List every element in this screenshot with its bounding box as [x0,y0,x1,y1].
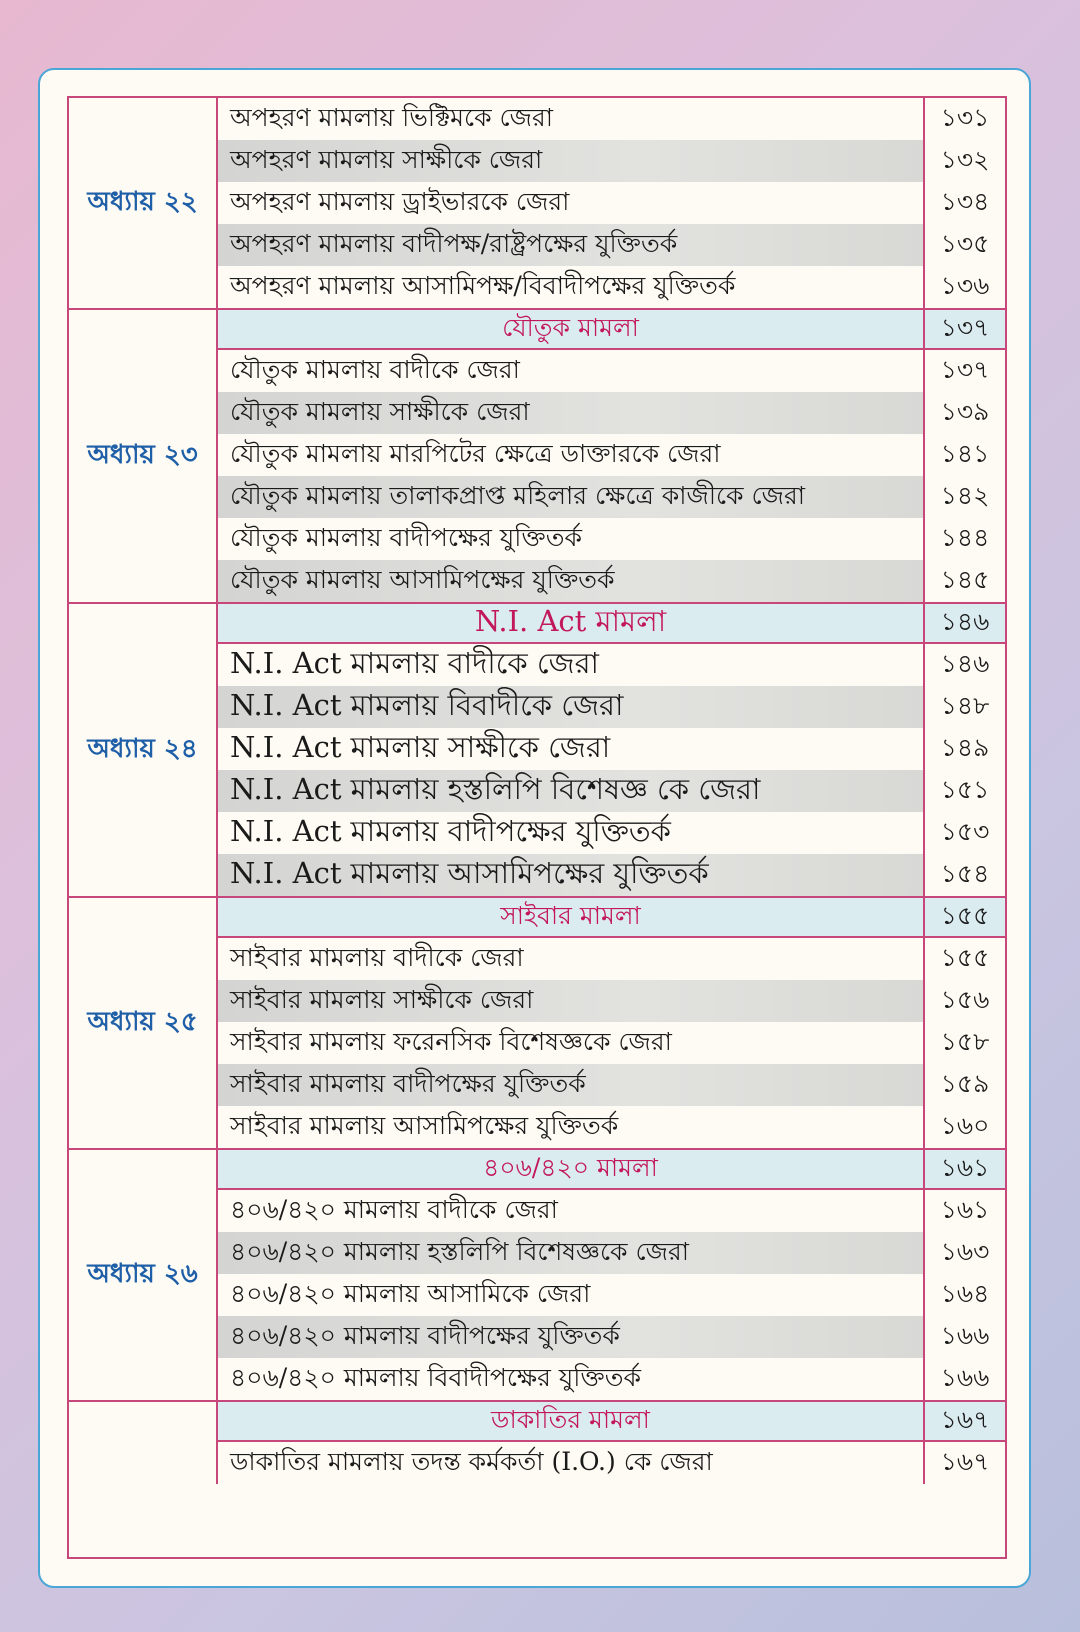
entry-page: ১৩৭ [923,350,1005,392]
entry-page: ১৬১ [923,1190,1005,1232]
entry-title: যৌতুক মামলায় বাদীকে জেরা [230,354,520,384]
entry-title: অপহরণ মামলায় ভিক্টিমকে জেরা [230,102,554,132]
entry-page: ১৫৯ [923,1064,1005,1106]
toc-row[interactable] [218,392,1005,434]
entry-title: অপহরণ মামলায় ড্রাইভারকে জেরা [230,186,570,216]
toc-row[interactable] [218,1274,1005,1316]
chapter-24 [69,604,1005,898]
section-page: ১৪৬ [923,604,1005,642]
table-of-contents [67,96,1007,1559]
entry-title: ৪০৬/৪২০ মামলায় বাদীপক্ষের যুক্তিতর্ক [218,1316,923,1358]
entry-page: ১৪৬ [923,644,1005,686]
section-title: N.I. Act মামলা [218,604,923,642]
section-heading[interactable] [218,604,1005,644]
entry-page: ১৪৯ [923,728,1005,770]
toc-row[interactable] [218,1190,1005,1232]
entry-page: ১৫৮ [923,1022,1005,1064]
toc-row[interactable] [218,1106,1005,1148]
entry-page: ১৫৫ [923,938,1005,980]
toc-row[interactable] [218,1022,1005,1064]
entry-title: যৌতুক মামলায় মারপিটের ক্ষেত্রে ডাক্তারকে জেরা [230,438,721,468]
section-page: ১৬৭ [923,1402,1005,1440]
entry-title: সাইবার মামলায় সাক্ষীকে জেরা [218,980,923,1022]
toc-row[interactable] [218,224,1005,266]
section-title: যৌতুক মামলা [218,310,923,348]
chapter-label: অধ্যায় ২৬ [69,1150,218,1400]
entry-page: ১৬৬ [923,1316,1005,1358]
entry-title: ৪০৬/৪২০ মামলায় বিবাদীপক্ষের যুক্তিতর্ক [230,1362,641,1392]
entry-title: যৌতুক মামলায় সাক্ষীকে জেরা [218,392,923,434]
chapter-26 [69,1150,1005,1402]
entry-title: যৌতুক মামলায় বাদীপক্ষের যুক্তিতর্ক [230,522,582,552]
chapter-label: অধ্যায় ২৩ [69,310,218,602]
toc-row[interactable] [218,770,1005,812]
entry-title: ৪০৬/৪২০ মামলায় হস্তলিপি বিশেষজ্ঞকে জেরা [218,1232,923,1274]
toc-row[interactable] [218,476,1005,518]
entry-title: ৪০৬/৪২০ মামলায় বাদীকে জেরা [230,1194,558,1224]
entry-page: ১৪১ [923,434,1005,476]
toc-row[interactable] [218,140,1005,182]
chapter-25 [69,898,1005,1150]
entry-page: ১৪৪ [923,518,1005,560]
toc-row[interactable] [218,1232,1005,1274]
entry-title: N.I. Act মামলায় আসামিপক্ষের যুক্তিতর্ক [218,854,923,896]
chapter-robbery [69,1402,1005,1484]
chapter-label: অধ্যায় ২৫ [69,898,218,1148]
toc-row[interactable] [218,854,1005,896]
section-page: ১৬১ [923,1150,1005,1188]
toc-row[interactable] [218,980,1005,1022]
toc-row[interactable] [218,1442,1005,1484]
entry-title: সাইবার মামলায় বাদীকে জেরা [230,942,524,972]
section-heading[interactable] [218,310,1005,350]
section-heading[interactable] [218,898,1005,938]
entry-title: ডাকাতির মামলায় তদন্ত কর্মকর্তা (I.O.) কে জেরা [230,1446,713,1476]
entry-page: ১৬৩ [923,1232,1005,1274]
entry-page: ১৪২ [923,476,1005,518]
entry-title: যৌতুক মামলায় তালাকপ্রাপ্ত মহিলার ক্ষেত্রে কাজীকে জেরা [218,476,923,518]
section-heading[interactable] [218,1402,1005,1442]
entry-page: ১৫৪ [923,854,1005,896]
entry-title: N.I. Act মামলায় বিবাদীকে জেরা [218,686,923,728]
entry-page: ১৪৮ [923,686,1005,728]
toc-row[interactable] [218,518,1005,560]
entry-page: ১৩১ [923,98,1005,140]
section-page: ১৫৫ [923,898,1005,936]
entry-page: ১৪৫ [923,560,1005,602]
toc-row[interactable] [218,1358,1005,1400]
toc-row[interactable] [218,728,1005,770]
entry-page: ১৩৯ [923,392,1005,434]
entry-title: যৌতুক মামলায় আসামিপক্ষের যুক্তিতর্ক [218,560,923,602]
entry-title: সাইবার মামলায় ফরেনসিক বিশেষজ্ঞকে জেরা [230,1026,672,1056]
section-title: সাইবার মামলা [218,898,923,936]
chapter-23 [69,310,1005,604]
toc-row[interactable] [218,1316,1005,1358]
section-title: ৪০৬/৪২০ মামলা [218,1150,923,1188]
entry-title: N.I. Act মামলায় সাক্ষীকে জেরা [230,729,611,764]
toc-row[interactable] [218,1064,1005,1106]
entry-title: সাইবার মামলায় আসামিপক্ষের যুক্তিতর্ক [230,1110,619,1140]
toc-row[interactable] [218,98,1005,140]
entry-page: ১৬৪ [923,1274,1005,1316]
toc-row[interactable] [218,266,1005,308]
entry-title: ৪০৬/৪২০ মামলায় আসামিকে জেরা [230,1278,591,1308]
entry-page: ১৬০ [923,1106,1005,1148]
toc-row[interactable] [218,182,1005,224]
toc-row[interactable] [218,350,1005,392]
toc-row[interactable] [218,644,1005,686]
chapter-label: অধ্যায় ২৪ [69,604,218,896]
entry-page: ১৫১ [923,770,1005,812]
section-page: ১৩৭ [923,310,1005,348]
toc-row[interactable] [218,938,1005,980]
entry-page: ১৬৭ [923,1442,1005,1484]
entry-title: অপহরণ মামলায় সাক্ষীকে জেরা [218,140,923,182]
entry-title: N.I. Act মামলায় হস্তলিপি বিশেষজ্ঞ কে জেরা [218,770,923,812]
chapter-label [69,1402,218,1484]
section-heading[interactable] [218,1150,1005,1190]
toc-row[interactable] [218,686,1005,728]
entry-page: ১৬৬ [923,1358,1005,1400]
entry-title: অপহরণ মামলায় বাদীপক্ষ/রাষ্ট্রপক্ষের যুক্তিতর্ক [218,224,923,266]
entry-title: অপহরণ মামলায় আসামিপক্ষ/বিবাদীপক্ষের যুক্তিতর্ক [230,270,736,300]
toc-row[interactable] [218,560,1005,602]
entry-page: ১৩৪ [923,182,1005,224]
section-title: ডাকাতির মামলা [218,1402,923,1440]
toc-row[interactable] [218,812,1005,854]
entry-page: ১৩২ [923,140,1005,182]
toc-row[interactable] [218,434,1005,476]
entry-page: ১৫৩ [923,812,1005,854]
entry-title: N.I. Act মামলায় বাদীকে জেরা [230,645,599,680]
chapter-22 [69,98,1005,310]
entry-title: সাইবার মামলায় বাদীপক্ষের যুক্তিতর্ক [218,1064,923,1106]
entry-page: ১৫৬ [923,980,1005,1022]
entry-page: ১৩৫ [923,224,1005,266]
entry-page: ১৩৬ [923,266,1005,308]
entry-title: N.I. Act মামলায় বাদীপক্ষের যুক্তিতর্ক [230,813,671,848]
chapter-label: অধ্যায় ২২ [69,98,218,308]
